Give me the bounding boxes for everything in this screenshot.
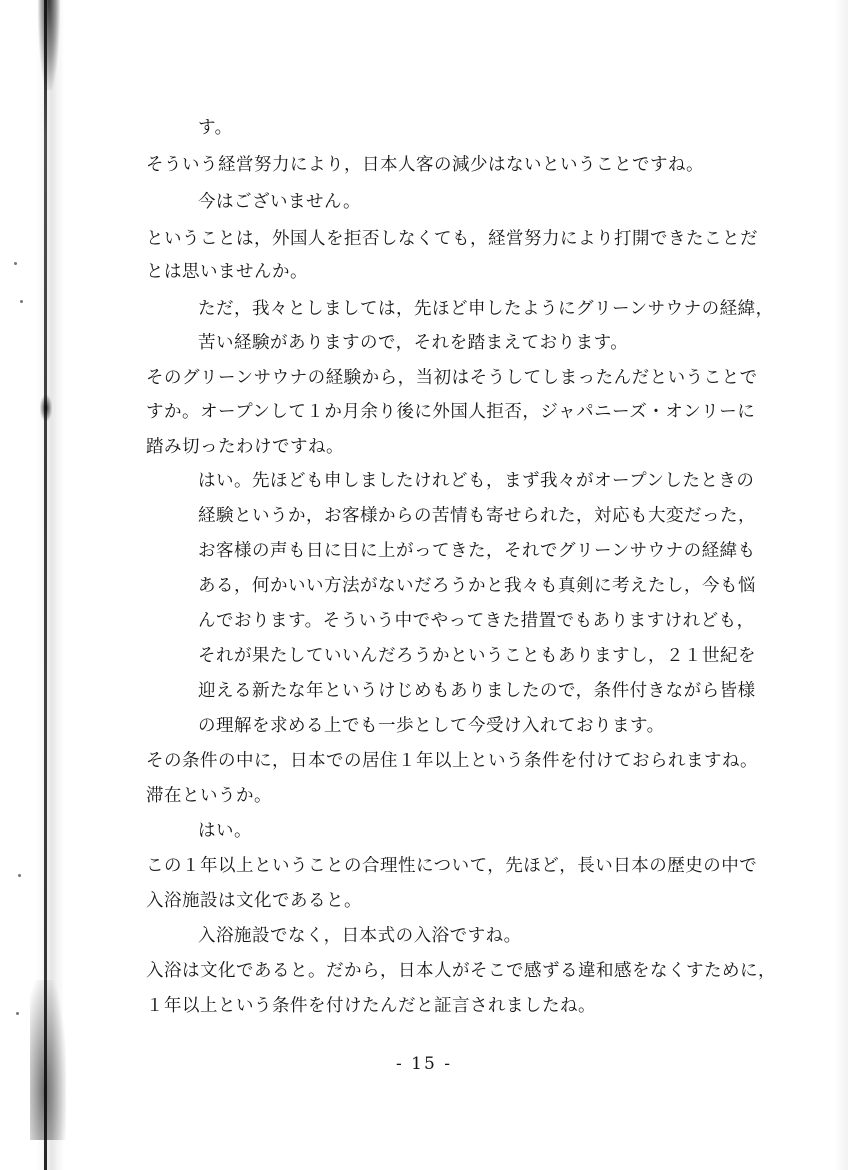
answer-line: す。: [198, 118, 233, 138]
answer-line: 経験というか，お客様からの苦情も寄せられた，対応も大変だった，: [198, 506, 756, 526]
question-line: 滞在というか。: [146, 786, 272, 806]
answer-line: の理解を求める上でも一歩として今受け入れております。: [198, 716, 665, 736]
scan-speck: [14, 262, 17, 265]
answer-line: 苦い経験がありますので，それを踏まえております。: [198, 333, 629, 353]
question-line: とは思いませんか。: [146, 262, 308, 282]
answer-line: はい。先ほども申しましたけれども，まず我々がオープンしたときの: [198, 471, 755, 491]
answer-line: 入浴施設でなく，日本式の入浴ですね。: [198, 926, 522, 946]
answer-line: 今はございません。: [198, 192, 362, 212]
answer-line: はい。: [198, 821, 252, 841]
question-line: １年以上という条件を付けたんだと証言されましたね。: [146, 996, 596, 1016]
answer-line: ある，何かいい方法がないだろうかと我々も真剣に考えたし，今も悩: [198, 576, 756, 596]
answer-line: ただ，我々としましては，先ほど申したようにグリーンサウナの経緯，: [198, 299, 774, 319]
question-line: 入浴は文化であると。だから，日本人がそこで感ずる違和感をなくすために，: [146, 961, 776, 981]
binding-blot-middle: [40, 395, 52, 421]
question-line: そういう経営努力により，日本人客の減少はないということですね。: [146, 155, 704, 175]
scan-speck: [20, 300, 23, 303]
question-line: この１年以上ということの合理性について，先ほど，長い日本の歴史の中で: [146, 856, 758, 876]
question-line: そのグリーンサウナの経験から，当初はそうしてしまったんだということで: [146, 368, 758, 388]
page-number: - 15 -: [396, 1054, 452, 1074]
scan-speck: [18, 874, 21, 877]
scan-speck: [16, 1012, 19, 1015]
right-edge-shadow: [834, 0, 848, 1170]
question-line: すか。オープンして１か月余り後に外国人拒否，ジャパニーズ・オンリーに: [146, 402, 756, 422]
question-line: その条件の中に，日本での居住１年以上という条件を付けておられますね。: [146, 751, 758, 771]
answer-line: んでおります。そういう中でやってきた措置でもありますけれども，: [198, 611, 755, 631]
question-line: ということは，外国人を拒否しなくても，経営努力により打開できたことだ: [146, 229, 758, 249]
answer-line: 迎える新たな年というけじめもありましたので，条件付きながら皆様: [198, 681, 756, 701]
question-line: 入浴施設は文化であると。: [146, 891, 362, 911]
question-line: 踏み切ったわけですね。: [146, 437, 344, 457]
binding-blot-top: [38, 0, 60, 90]
answer-line: お客様の声も日に日に上がってきた，それでグリーンサウナの経緯も: [198, 541, 756, 561]
answer-line: それが果たしていいんだろうかということもありますし，２１世紀を: [198, 646, 756, 666]
